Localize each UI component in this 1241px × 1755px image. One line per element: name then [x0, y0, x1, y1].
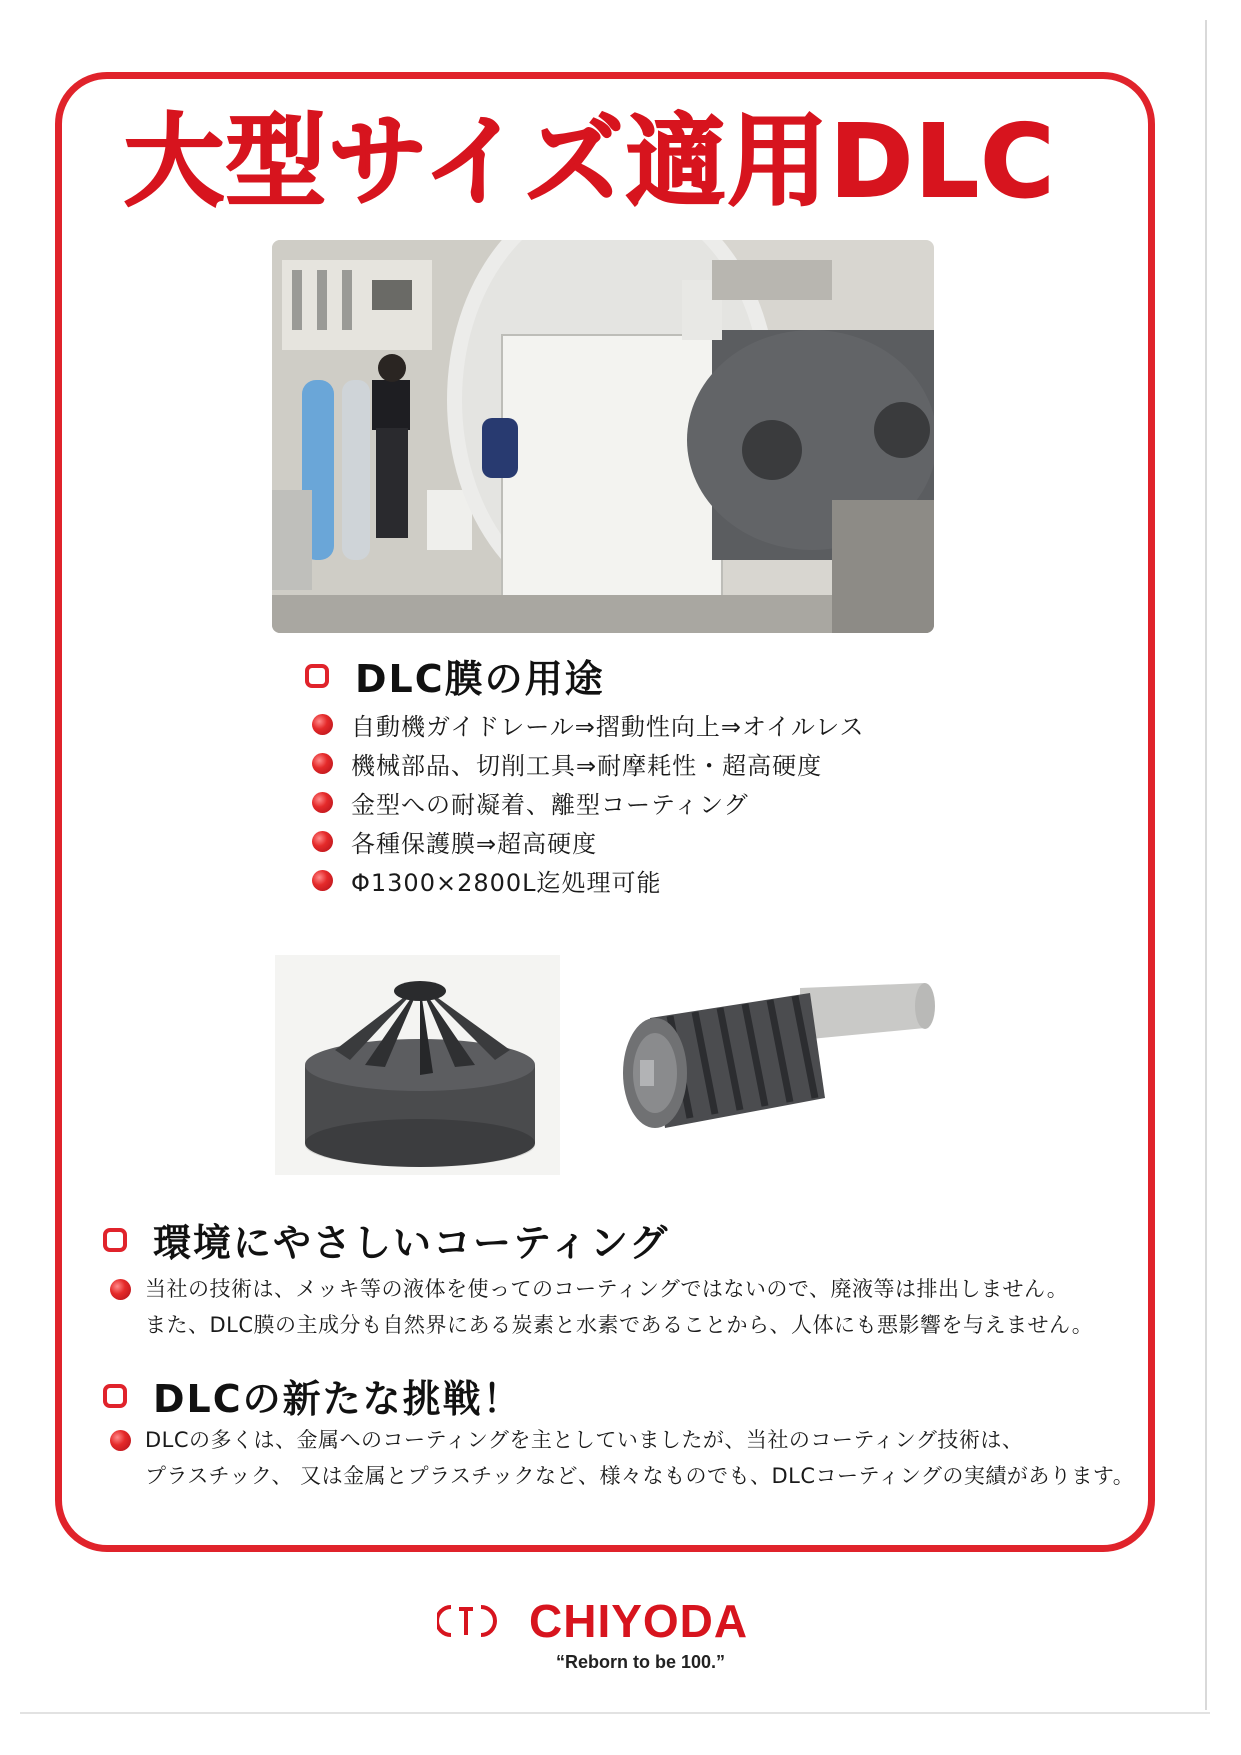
chiyoda-ctd-logo	[437, 1603, 507, 1639]
page-title: 大型サイズ適用DLC	[123, 103, 1057, 220]
eco-paragraph	[110, 1271, 1093, 1343]
company-logo	[437, 1594, 748, 1648]
red-dot-icon	[312, 753, 333, 774]
section-heading-uses	[305, 648, 605, 703]
challenge-paragraph	[110, 1422, 1134, 1494]
red-dot-icon	[312, 792, 333, 813]
red-dot-icon	[312, 714, 333, 735]
section-heading-challenge	[103, 1368, 523, 1423]
section-heading-text: DLC膜の用途	[355, 657, 605, 701]
list-item	[312, 861, 865, 900]
paragraph-line: プラスチック、 又は金属とプラスチックなど、様々なものでも、DLCコーティングの実績があります。	[145, 1464, 1135, 1488]
section-heading-text: 環境にやさしいコーティング	[153, 1221, 670, 1265]
red-dot-icon	[110, 1430, 131, 1451]
section-heading-eco	[103, 1212, 669, 1267]
red-dot-icon	[312, 831, 333, 852]
paragraph-line: 当社の技術は、メッキ等の液体を使ってのコーティングではないので、廃液等は排出しません。	[145, 1277, 1069, 1301]
uses-list	[312, 705, 865, 900]
list-item-text: 金型への耐凝着、離型コーティング	[351, 791, 749, 819]
gear-shaft-photo	[610, 968, 945, 1138]
paragraph-line: DLCの多くは、金属へのコーティングを主としていましたが、当社のコーティング技術は、	[145, 1428, 1024, 1452]
list-item	[312, 822, 865, 861]
paragraph-line: また、DLC膜の主成分も自然界にある炭素と水素であることから、人体にも悪影響を与えません。	[145, 1313, 1094, 1337]
rounded-square-icon	[103, 1228, 127, 1252]
rounded-square-icon	[103, 1384, 127, 1408]
list-item-text: 機械部品、切削工具⇒耐摩耗性・超高硬度	[351, 752, 823, 780]
section-heading-text: DLCの新たな挑戦！	[153, 1377, 523, 1421]
list-item	[312, 783, 865, 822]
company-name: CHIYODA	[529, 1595, 749, 1647]
list-item	[312, 705, 865, 744]
impeller-photo	[275, 955, 560, 1175]
tagline: “Reborn to be 100.”	[556, 1652, 726, 1672]
list-item-text: 各種保護膜⇒超高硬度	[351, 830, 598, 858]
rounded-square-icon	[305, 664, 329, 688]
list-item-text: 自動機ガイドレール⇒摺動性向上⇒オイルレス	[351, 713, 865, 741]
scan-edge	[20, 1712, 1210, 1714]
list-item	[312, 744, 865, 783]
red-dot-icon	[312, 870, 333, 891]
coating-chamber-photo	[272, 240, 934, 633]
list-item-text: Φ1300×2800L迄処理可能	[351, 869, 662, 897]
scan-edge	[1205, 20, 1207, 1710]
red-dot-icon	[110, 1279, 131, 1300]
